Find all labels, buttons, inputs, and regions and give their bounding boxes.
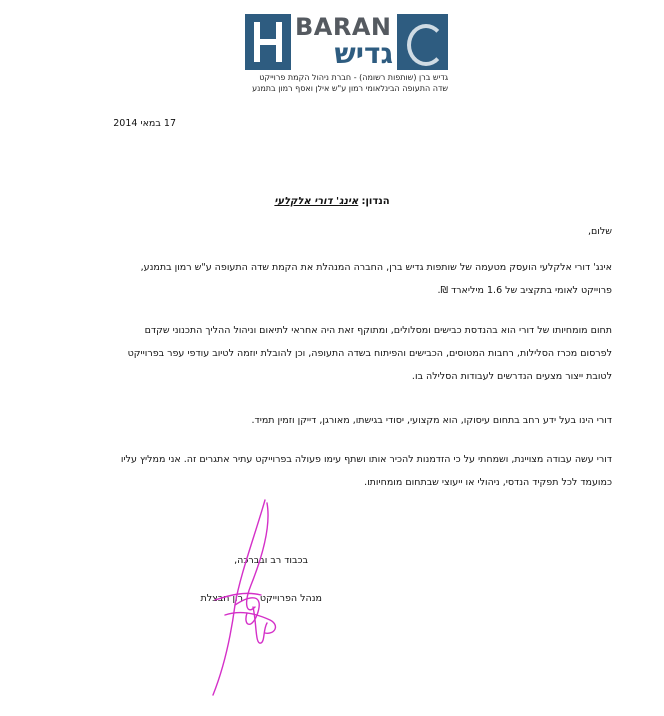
signer-title: מנהל הפרוייקט [259, 593, 322, 604]
company-description: גדיש ברן (שותפות רשומה) - חברת ניהול הקמת פרוייקט [259, 73, 448, 82]
closing-line: בכבוד רב ובברכה, [234, 555, 308, 566]
handwritten-signature [195, 495, 305, 705]
company-address: שדה התעופה הבינלאומי רמון ע"ש אילן ואסף רמון בתמנע [252, 84, 448, 93]
company-logo [245, 14, 448, 70]
body-paragraph: דורי הינו בעל ידע רחב בתחום עיסוקו, הוא מקצועי, יסודי בגישתו, מאורגן, דייקן וזמין תמיד. [251, 415, 612, 426]
logo-text-hebrew: גדיש [334, 37, 393, 70]
greeting: שלום, [587, 226, 612, 237]
subject-value: אינג' דורי אלקלעי [274, 196, 359, 207]
letter-date: 17 במאי 2014 [113, 118, 176, 129]
body-paragraph: תחום מומחיותו של דורי הוא בהנדסת כבישים ומסלולים, ומתוקף זאת היה אחראי לתיאום וניהול ההליך התכנוני שקדם לפרסום מכרז הסלילות, רחבות המטוסים, הכבישים והפיתוח בשדה התעופה, וכן להובלת יוזמה לטיוב עודפי עפר בפרוייקט לטובת ייצור מצעים הנדרשים לעבודות הסלילה בו. [127, 325, 612, 382]
logo-mark-right [397, 14, 448, 70]
logo-mark-left [245, 14, 291, 70]
logo-text-latin: BARAN [295, 13, 392, 41]
signer-name: רון חבצלת [200, 593, 243, 604]
body-paragraph: אינג' דורי אלקלעי הועסק מטעמה של שותפות גדיש ברן, החברה המנהלת את הקמת שדה התעופה ע"ש רמון בתמנע, פרוייקט לאומי בתקציב של 1.6 מיליארד ₪. [140, 262, 612, 296]
body-paragraph: דורי עשה עבודה מצויינת, ושמחתי על כי הזדמנות להכיר אותו ושתף עימו פעולה בפרוייקט עתיר אתגרים זה. אני ממליץ עליו כמועמד לכל תפקיד הנדסי, ניהולי או ייעוצי שבתחום מומחיותו. [120, 454, 612, 488]
subject-label: הנדון: [361, 196, 390, 207]
letter-subject [0, 196, 664, 207]
